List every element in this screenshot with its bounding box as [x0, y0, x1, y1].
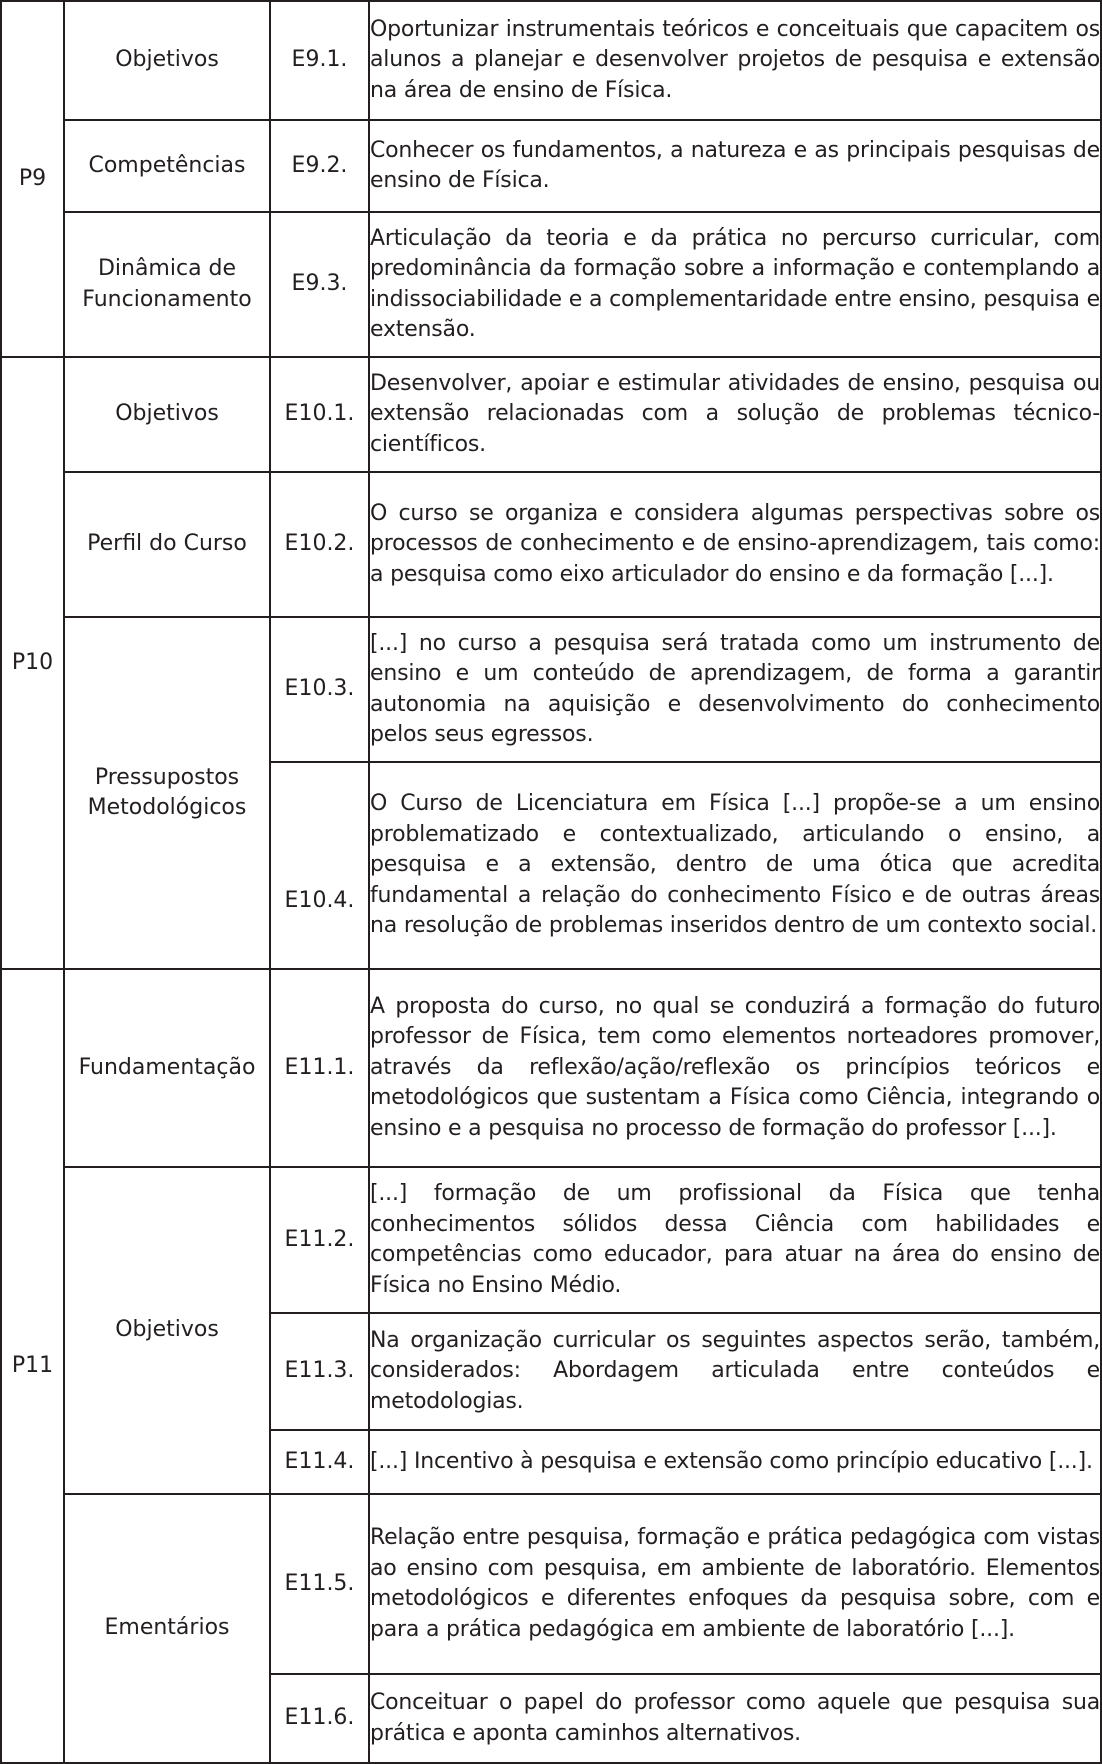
code-cell: E11.6. — [270, 1674, 369, 1763]
table-row — [1, 969, 1101, 1167]
table-row — [1, 120, 1101, 212]
category-cell: Dinâmica de Funcionamento — [64, 212, 270, 357]
code-cell: E9.3. — [270, 212, 369, 357]
category-cell: Fundamentação — [64, 969, 270, 1167]
table-row — [1, 1, 1101, 120]
code-cell: E9.2. — [270, 120, 369, 212]
excerpt-text: O curso se organiza e considera algumas perspectivas sobre os processos de conhecimento e de ensino-aprendizagem, tais como: a pesquisa como eixo articulador do ensino e da formação [...]. — [369, 472, 1101, 617]
excerpt-text: Relação entre pesquisa, formação e prática pedagógica com vistas ao ensino com pesquisa, em ambiente de laboratório. Elementos metodológicos e diferentes enfoques da pesquisa sobre, com e para a prática pedagógica em ambiente de laboratório [...]. — [369, 1494, 1101, 1674]
table-row — [1, 212, 1101, 357]
category-cell: Objetivos — [64, 357, 270, 472]
code-cell: E11.5. — [270, 1494, 369, 1674]
code-cell: E11.3. — [270, 1313, 369, 1430]
excerpt-text: Desenvolver, apoiar e estimular atividades de ensino, pesquisa ou extensão relacionadas com a solução de problemas técnico-científicos. — [369, 357, 1101, 472]
excerpt-text: [...] no curso a pesquisa será tratada como um instrumento de ensino e um conteúdo de aprendizagem, de forma a garantir autonomia na aquisição e desenvolvimento do conhecimento pelos seus egressos. — [369, 617, 1101, 762]
code-cell: E11.4. — [270, 1430, 369, 1494]
group-label-p9: P9 — [1, 1, 64, 357]
excerpt-text: [...] Incentivo à pesquisa e extensão como princípio educativo [...]. — [369, 1430, 1101, 1494]
excerpt-text: Na organização curricular os seguintes aspectos serão, também, considerados: Abordagem articulada entre conteúdos e metodologias. — [369, 1313, 1101, 1430]
code-cell: E10.4. — [270, 762, 369, 969]
excerpt-text: Conceituar o papel do professor como aquele que pesquisa sua prática e aponta caminhos alternativos. — [369, 1674, 1101, 1763]
code-cell: E10.1. — [270, 357, 369, 472]
excerpt-text: [...] formação de um profissional da Física que tenha conhecimentos sólidos dessa Ciência com habilidades e competências como educador, para atuar na área do ensino de Física no Ensino Médio. — [369, 1167, 1101, 1313]
category-cell: Ementários — [64, 1494, 270, 1763]
category-cell: Pressupostos Metodológicos — [64, 617, 270, 969]
excerpt-text: Oportunizar instrumentais teóricos e conceituais que capacitem os alunos a planejar e desenvolver projetos de pesquisa e extensão na área de ensino de Física. — [369, 1, 1101, 120]
category-cell: Objetivos — [64, 1167, 270, 1494]
group-label-p11: P11 — [1, 969, 64, 1763]
table-row — [1, 1494, 1101, 1674]
excerpt-text: Conhecer os fundamentos, a natureza e as principais pesquisas de ensino de Física. — [369, 120, 1101, 212]
table-row — [1, 617, 1101, 762]
group-label-p10: P10 — [1, 357, 64, 969]
code-cell: E10.3. — [270, 617, 369, 762]
excerpt-text: O Curso de Licenciatura em Física [...] propõe-se a um ensino problematizado e contextualizado, articulando o ensino, a pesquisa e a extensão, dentro de uma ótica que acredita fundamental a relação do conhecimento Físico e de outras áreas na resolução de problemas inseridos dentro de um contexto social. — [369, 762, 1101, 969]
code-cell: E9.1. — [270, 1, 369, 120]
table-row — [1, 472, 1101, 617]
code-cell: E10.2. — [270, 472, 369, 617]
excerpt-text: Articulação da teoria e da prática no percurso curricular, com predominância da formação sobre a informação e contemplando a indissociabilidade e a complementaridade entre ensino, pesquisa e extensão. — [369, 212, 1101, 357]
category-cell: Perfil do Curso — [64, 472, 270, 617]
code-cell: E11.2. — [270, 1167, 369, 1313]
table-row — [1, 357, 1101, 472]
excerpt-text: A proposta do curso, no qual se conduzirá a formação do futuro professor de Física, tem como elementos norteadores promover, através da reflexão/ação/reflexão os princípios teóricos e metodológicos que sustentam a Física como Ciência, integrando o ensino e a pesquisa no processo de formação do professor [...]. — [369, 969, 1101, 1167]
category-cell: Objetivos — [64, 1, 270, 120]
code-cell: E11.1. — [270, 969, 369, 1167]
category-cell: Competências — [64, 120, 270, 212]
table-row — [1, 1167, 1101, 1313]
